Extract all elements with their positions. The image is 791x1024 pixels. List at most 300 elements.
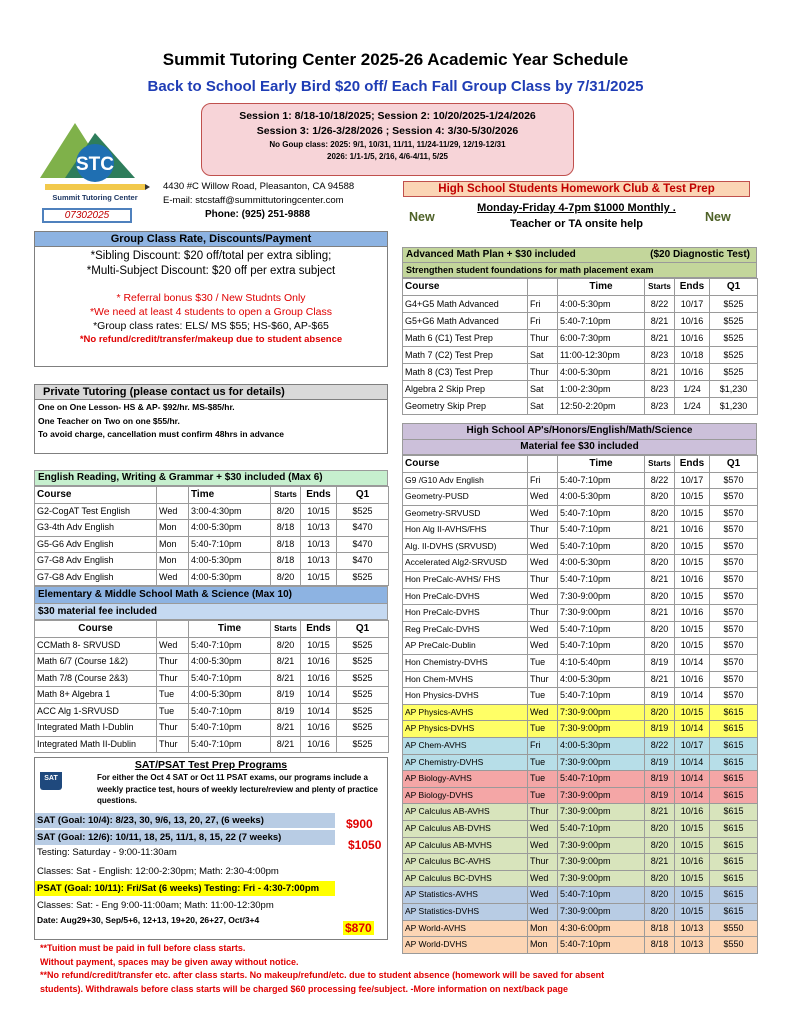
advanced-math-section — [402, 247, 757, 415]
cell-price: $570 — [710, 489, 758, 506]
cell-start: 8/19 — [645, 721, 675, 738]
referral-bonus: * Referral bonus $30 / New Studnts Only — [116, 292, 306, 304]
cell-day: Wed — [528, 505, 558, 522]
table-row — [35, 670, 389, 687]
cell-time: 7:30-9:00pm — [558, 804, 645, 821]
table-row — [403, 903, 758, 920]
cell-end: 10/16 — [675, 605, 710, 622]
cell-end: 10/16 — [301, 736, 337, 753]
cell-price: $470 — [337, 520, 389, 537]
cell-course: AP Biology-DVHS — [403, 787, 528, 804]
advanced-math-title: Advanced Math Plan + $30 included — [406, 249, 576, 260]
cell-day: Mon — [528, 937, 558, 954]
cell-course: Hon PreCalc-DVHS — [403, 605, 528, 622]
cell-course: AP Statistics-AVHS — [403, 887, 528, 904]
cell-start: 8/20 — [645, 870, 675, 887]
table-row — [403, 671, 758, 688]
cell-price: $570 — [710, 588, 758, 605]
cell-day: Fri — [528, 312, 558, 329]
table-row — [403, 472, 758, 489]
table-row — [403, 837, 758, 854]
sat-testing: Testing: Saturday - 9:00-11:30am — [37, 846, 177, 858]
col-course: Course — [403, 279, 528, 296]
cell-course: AP Physics-DVHS — [403, 721, 528, 738]
cell-price: $550 — [710, 920, 758, 937]
table-row — [403, 295, 758, 312]
elementary-subheader: $30 material fee included — [34, 604, 388, 621]
cell-day: Wed — [528, 538, 558, 555]
cell-price: $570 — [710, 572, 758, 589]
cell-start: 8/20 — [645, 837, 675, 854]
table-row — [403, 920, 758, 937]
cell-price: $570 — [710, 621, 758, 638]
cell-time: 5:40-7:10pm — [189, 703, 271, 720]
cell-end: 10/15 — [301, 569, 337, 586]
table-row — [403, 638, 758, 655]
email: E-mail: stcstaff@summittutoringcenter.com — [163, 195, 344, 206]
cell-price: $525 — [337, 654, 389, 671]
cell-course: AP Calculus BC-AVHS — [403, 854, 528, 871]
cell-end: 10/13 — [301, 553, 337, 570]
cell-course: Math 6/7 (Course 1&2) — [35, 654, 157, 671]
cell-price: $615 — [710, 787, 758, 804]
cell-price: $615 — [710, 870, 758, 887]
sessions-box — [201, 103, 574, 176]
cell-start: 8/18 — [645, 920, 675, 937]
cell-day: Fri — [528, 738, 558, 755]
cell-start: 8/21 — [645, 671, 675, 688]
cell-price: $615 — [710, 704, 758, 721]
cell-end: 10/17 — [675, 738, 710, 755]
table-row — [403, 572, 758, 589]
cell-day: Thur — [528, 572, 558, 589]
cell-time: 7:30-9:00pm — [558, 870, 645, 887]
cell-price: $615 — [710, 771, 758, 788]
contact-info — [163, 180, 354, 222]
sessions-line-3: No Goup class: 2025: 9/1, 10/31, 11/11, 11/24-11/29, 12/19-12/31 — [269, 140, 506, 149]
table-row — [403, 704, 758, 721]
footer-line-2: Without payment, spaces may be given away without notice. — [40, 956, 299, 967]
table-row — [35, 736, 389, 753]
cell-time: 7:30-9:00pm — [558, 787, 645, 804]
table-header-row — [403, 279, 758, 296]
col-starts: Starts — [271, 621, 301, 638]
cell-end: 10/16 — [675, 572, 710, 589]
cell-course: Hon Chem-MVHS — [403, 671, 528, 688]
english-header: English Reading, Writing & Grammar + $30 included (Max 6) — [34, 470, 388, 486]
cell-start: 8/19 — [645, 688, 675, 705]
cell-course: AP Calculus AB-DVHS — [403, 820, 528, 837]
table-row — [403, 621, 758, 638]
cell-price: $615 — [710, 721, 758, 738]
footer-notes — [40, 942, 760, 996]
cell-end: 10/16 — [675, 363, 710, 380]
cell-day: Wed — [528, 837, 558, 854]
cell-start: 8/21 — [271, 654, 301, 671]
cell-start: 8/19 — [271, 703, 301, 720]
cell-start: 8/20 — [645, 555, 675, 572]
cell-end: 10/16 — [301, 720, 337, 737]
cell-end: 1/24 — [675, 380, 710, 397]
advanced-math-table — [402, 278, 758, 415]
cell-day: Thur — [528, 363, 558, 380]
cell-start: 8/18 — [271, 536, 301, 553]
cell-course: G3-4th Adv English — [35, 520, 157, 537]
table-row — [403, 489, 758, 506]
cell-end: 10/14 — [675, 771, 710, 788]
cell-end: 10/16 — [675, 312, 710, 329]
cell-day: Mon — [157, 520, 189, 537]
cell-day: Wed — [157, 503, 189, 520]
table-row — [403, 605, 758, 622]
cell-end: 10/14 — [301, 703, 337, 720]
cell-start: 8/20 — [645, 638, 675, 655]
logo-name: Summit Tutoring Center — [52, 193, 138, 202]
cell-end: 10/15 — [675, 621, 710, 638]
table-row — [35, 553, 389, 570]
cell-end: 10/16 — [675, 329, 710, 346]
cell-course: Hon Chemistry-DVHS — [403, 655, 528, 672]
cell-time: 5:40-7:10pm — [558, 820, 645, 837]
table-row — [35, 637, 389, 654]
cell-day: Wed — [528, 555, 558, 572]
cell-time: 5:40-7:10pm — [189, 536, 271, 553]
cell-end: 1/24 — [675, 397, 710, 414]
col-q1: Q1 — [710, 456, 758, 473]
cell-course: Integrated Math I-Dublin — [35, 720, 157, 737]
cell-start: 8/19 — [271, 687, 301, 704]
cell-price: $615 — [710, 903, 758, 920]
cell-start: 8/21 — [645, 522, 675, 539]
cell-start: 8/20 — [271, 569, 301, 586]
col-q1: Q1 — [337, 487, 389, 504]
psat-dates: Date: Aug29+30, Sep/5+6, 12+13, 19+20, 26+27, Oct/3+4 — [37, 914, 260, 925]
col-ends: Ends — [301, 487, 337, 504]
col-ends: Ends — [301, 621, 337, 638]
cell-day: Thur — [157, 736, 189, 753]
phone: Phone: (925) 251-9888 — [205, 209, 311, 220]
cell-end: 10/13 — [301, 520, 337, 537]
sibling-discount: *Sibling Discount: $20 off/total per extra sibling; — [90, 250, 332, 262]
cell-course: Hon PreCalc-DVHS — [403, 588, 528, 605]
cell-end: 10/15 — [675, 903, 710, 920]
cell-start: 8/20 — [645, 903, 675, 920]
cell-course: AP Physics-AVHS — [403, 704, 528, 721]
elementary-header: Elementary & Middle School Math & Science (Max 10) — [34, 586, 388, 604]
cell-end: 10/15 — [675, 837, 710, 854]
cell-course: G2-CogAT Test English — [35, 503, 157, 520]
cell-time: 5:40-7:10pm — [558, 572, 645, 589]
cell-time: 1:00-2:30pm — [558, 380, 645, 397]
cell-end: 10/14 — [675, 754, 710, 771]
cell-price: $525 — [337, 687, 389, 704]
private-tutoring-header: Private Tutoring (please contact us for details) — [35, 385, 387, 400]
no-refund-note: *No refund/credit/transfer/makeup due to student absence — [79, 334, 343, 345]
col-course: Course — [403, 456, 528, 473]
table-row — [35, 654, 389, 671]
sessions-line-1: Session 1: 8/18-10/18/2025; Session 2: 10/20/2025-1/24/2026 — [239, 110, 536, 122]
private-line-2: One Teacher on Two on one $55/hr. — [38, 415, 180, 426]
cell-price: $470 — [337, 536, 389, 553]
cell-time: 5:40-7:10pm — [189, 736, 271, 753]
cell-course: Algebra 2 Skip Prep — [403, 380, 528, 397]
cell-time: 7:30-9:00pm — [558, 754, 645, 771]
cell-day: Thur — [528, 522, 558, 539]
col-ends: Ends — [675, 279, 710, 296]
english-table — [34, 486, 389, 586]
cell-time: 6:00-7:30pm — [558, 329, 645, 346]
cell-day: Wed — [528, 489, 558, 506]
cell-day: Tue — [528, 771, 558, 788]
cell-time: 4:00-5:30pm — [558, 295, 645, 312]
cell-time: 11:00-12:30pm — [558, 346, 645, 363]
cell-course: Geometry-SRVUSD — [403, 505, 528, 522]
homework-club-details — [403, 200, 750, 232]
cell-course: CCMath 8- SRVUSD — [35, 637, 157, 654]
table-row — [403, 787, 758, 804]
cell-time: 5:40-7:10pm — [558, 538, 645, 555]
cell-course: Geometry Skip Prep — [403, 397, 528, 414]
col-q1: Q1 — [337, 621, 389, 638]
cell-time: 4:00-5:30pm — [558, 738, 645, 755]
cell-start: 8/20 — [271, 637, 301, 654]
cell-price: $525 — [337, 720, 389, 737]
cell-end: 10/15 — [675, 704, 710, 721]
cell-start: 8/19 — [645, 754, 675, 771]
cell-price: $615 — [710, 738, 758, 755]
cell-time: 4:00-5:30pm — [558, 363, 645, 380]
cell-price: $570 — [710, 505, 758, 522]
cell-start: 8/22 — [645, 738, 675, 755]
cell-day: Fri — [528, 295, 558, 312]
cell-course: AP World-DVHS — [403, 937, 528, 954]
cell-start: 8/21 — [645, 312, 675, 329]
cell-time: 7:30-9:00pm — [558, 605, 645, 622]
cell-price: $525 — [337, 703, 389, 720]
cell-start: 8/20 — [271, 503, 301, 520]
cell-start: 8/20 — [645, 820, 675, 837]
cell-time: 4:00-5:30pm — [558, 671, 645, 688]
page-subtitle: Back to School Early Bird $20 off/ Each Fall Group Class by 7/31/2025 — [147, 78, 644, 95]
cell-course: Math 8+ Algebra 1 — [35, 687, 157, 704]
cell-end: 10/18 — [675, 346, 710, 363]
cell-course: AP Calculus BC-DVHS — [403, 870, 528, 887]
cell-day: Thur — [157, 670, 189, 687]
high-school-subheader: Material fee $30 included — [402, 440, 757, 456]
cell-day: Tue — [528, 787, 558, 804]
cell-price: $615 — [710, 887, 758, 904]
cell-course: Hon Alg II-AVHS/FHS — [403, 522, 528, 539]
cell-time: 5:40-7:10pm — [558, 887, 645, 904]
cell-time: 5:40-7:10pm — [189, 637, 271, 654]
cell-time: 5:40-7:10pm — [189, 720, 271, 737]
table-row — [403, 688, 758, 705]
cell-day: Wed — [528, 588, 558, 605]
cell-day: Thur — [528, 671, 558, 688]
cell-time: 4:00-5:30pm — [189, 687, 271, 704]
cell-end: 10/15 — [675, 887, 710, 904]
cell-course: AP Statistics-DVHS — [403, 903, 528, 920]
cell-day: Thur — [528, 854, 558, 871]
cell-start: 8/18 — [271, 553, 301, 570]
cell-end: 10/15 — [675, 820, 710, 837]
cell-time: 5:40-7:10pm — [558, 688, 645, 705]
sessions-line-2: Session 3: 1/26-3/28/2026 ; Session 4: 3/30-5/30/2026 — [256, 125, 519, 137]
cell-start: 8/23 — [645, 346, 675, 363]
cell-time: 7:30-9:00pm — [558, 903, 645, 920]
sat-description: For either the Oct 4 SAT or Oct 11 PSAT exams, our programs include a weekly practice test, hours of weekly lecture/review and plenty of practice questions. — [97, 773, 378, 805]
col-q1: Q1 — [710, 279, 758, 296]
col-time: Time — [558, 279, 645, 296]
cell-price: $615 — [710, 837, 758, 854]
high-school-table — [402, 455, 758, 954]
homework-club-title: High School Students Homework Club & Test Prep — [403, 181, 750, 197]
cell-price: $1,230 — [710, 397, 758, 414]
cell-time: 5:40-7:10pm — [558, 638, 645, 655]
cell-day: Wed — [528, 820, 558, 837]
cell-day: Wed — [528, 870, 558, 887]
table-row — [403, 738, 758, 755]
cell-price: $525 — [710, 363, 758, 380]
group-rates: *Group class rates: ELS/ MS $55; HS-$60, AP-$65 — [93, 320, 329, 332]
sat-price-1: $900 — [346, 817, 373, 831]
cell-start: 8/21 — [645, 572, 675, 589]
cell-course: AP World-AVHS — [403, 920, 528, 937]
cell-price: $525 — [710, 329, 758, 346]
cell-end: 10/13 — [301, 536, 337, 553]
cell-time: 12:50-2:20pm — [558, 397, 645, 414]
multi-subject-discount: *Multi-Subject Discount: $20 off per extra subject — [86, 265, 336, 277]
cell-course: AP Chemistry-DVHS — [403, 754, 528, 771]
cell-day: Wed — [528, 887, 558, 904]
cell-day: Thur — [528, 329, 558, 346]
cell-time: 3:00-4:30pm — [189, 503, 271, 520]
table-row — [403, 380, 758, 397]
cell-course: Hon PreCalc-AVHS/ FHS — [403, 572, 528, 589]
cell-end: 10/16 — [301, 670, 337, 687]
cell-course: Math 6 (C1) Test Prep — [403, 329, 528, 346]
cell-start: 8/23 — [645, 397, 675, 414]
cell-course: Geometry-PUSD — [403, 489, 528, 506]
new-badge-left: New — [409, 210, 435, 224]
high-school-section — [402, 423, 757, 954]
cell-price: $525 — [337, 503, 389, 520]
cell-start: 8/19 — [645, 655, 675, 672]
cell-end: 10/15 — [301, 503, 337, 520]
cell-time: 4:00-5:30pm — [189, 520, 271, 537]
cell-day: Mon — [157, 553, 189, 570]
private-tutoring-box — [34, 384, 388, 454]
sat-dec-schedule: SAT (Goal: 12/6): 10/11, 18, 25, 11/1, 8, 15, 22 (7 weeks) — [35, 830, 335, 845]
cell-start: 8/21 — [645, 329, 675, 346]
cell-end: 10/14 — [675, 721, 710, 738]
table-row — [403, 329, 758, 346]
cell-start: 8/21 — [645, 605, 675, 622]
cell-course: AP Chem-AVHS — [403, 738, 528, 755]
psat-price: $870 — [345, 921, 372, 935]
cell-end: 10/15 — [675, 538, 710, 555]
table-row — [403, 505, 758, 522]
cell-end: 10/17 — [675, 295, 710, 312]
table-row — [35, 536, 389, 553]
cell-end: 10/15 — [675, 489, 710, 506]
footer-line-3: **No refund/credit/transfer etc. after class starts. No makeup/refund/etc. due to student absence (homework will be saved for absent — [40, 970, 605, 980]
cell-start: 8/21 — [271, 736, 301, 753]
cell-day: Sat — [528, 397, 558, 414]
table-row — [35, 503, 389, 520]
cell-course: Alg. II-DVHS (SRVUSD) — [403, 538, 528, 555]
cell-end: 10/17 — [675, 472, 710, 489]
cell-price: $615 — [710, 820, 758, 837]
cell-end: 10/14 — [301, 687, 337, 704]
table-row — [403, 887, 758, 904]
cell-start: 8/21 — [271, 720, 301, 737]
cell-course: Math 7/8 (Course 2&3) — [35, 670, 157, 687]
cell-time: 4:00-5:30pm — [558, 555, 645, 572]
table-row — [35, 703, 389, 720]
col-starts: Starts — [271, 487, 301, 504]
advanced-math-subheader: Strengthen student foundations for math placement exam — [402, 263, 757, 278]
cell-day: Tue — [157, 703, 189, 720]
group-class-header: Group Class Rate, Discounts/Payment — [35, 232, 387, 247]
cell-course: AP Calculus AB-MVHS — [403, 837, 528, 854]
cell-price: $570 — [710, 538, 758, 555]
sat-psat-box — [34, 757, 388, 940]
cell-course: Math 7 (C2) Test Prep — [403, 346, 528, 363]
cell-course: Reg PreCalc-DVHS — [403, 621, 528, 638]
table-row — [403, 655, 758, 672]
psat-classes: Classes: Sat: - Eng 9:00-11:00am; Math: 11:00-12:30pm — [37, 899, 274, 911]
cell-course: G4+G5 Math Advanced — [403, 295, 528, 312]
cell-start: 8/20 — [645, 887, 675, 904]
cell-day: Tue — [528, 655, 558, 672]
cell-time: 5:40-7:10pm — [558, 472, 645, 489]
cell-price: $615 — [710, 804, 758, 821]
cell-end: 10/13 — [675, 937, 710, 954]
cell-price: $525 — [337, 736, 389, 753]
table-row — [403, 721, 758, 738]
table-row — [403, 555, 758, 572]
cell-course: G5+G6 Math Advanced — [403, 312, 528, 329]
group-class-rates-box — [34, 231, 388, 367]
cell-start: 8/20 — [645, 704, 675, 721]
cell-end: 10/15 — [675, 505, 710, 522]
cell-start: 8/20 — [645, 489, 675, 506]
cell-day: Wed — [528, 638, 558, 655]
elementary-section — [34, 586, 388, 753]
cell-end: 10/16 — [301, 654, 337, 671]
col-time: Time — [189, 621, 271, 638]
cell-price: $570 — [710, 555, 758, 572]
cell-price: $615 — [710, 754, 758, 771]
cell-time: 7:30-9:00pm — [558, 588, 645, 605]
table-row — [403, 363, 758, 380]
table-row — [403, 771, 758, 788]
col-course: Course — [35, 621, 157, 638]
cell-time: 4:00-5:30pm — [189, 569, 271, 586]
cell-time: 5:40-7:10pm — [189, 670, 271, 687]
cell-day: Sat — [528, 346, 558, 363]
cell-time: 5:40-7:10pm — [558, 771, 645, 788]
cell-price: $525 — [337, 569, 389, 586]
cell-time: 4:00-5:30pm — [189, 553, 271, 570]
cell-end: 10/14 — [675, 688, 710, 705]
cell-time: 5:40-7:10pm — [558, 312, 645, 329]
cell-time: 4:30-6:00pm — [558, 920, 645, 937]
cell-start: 8/20 — [645, 538, 675, 555]
cell-price: $550 — [710, 937, 758, 954]
table-header-row — [35, 487, 389, 504]
